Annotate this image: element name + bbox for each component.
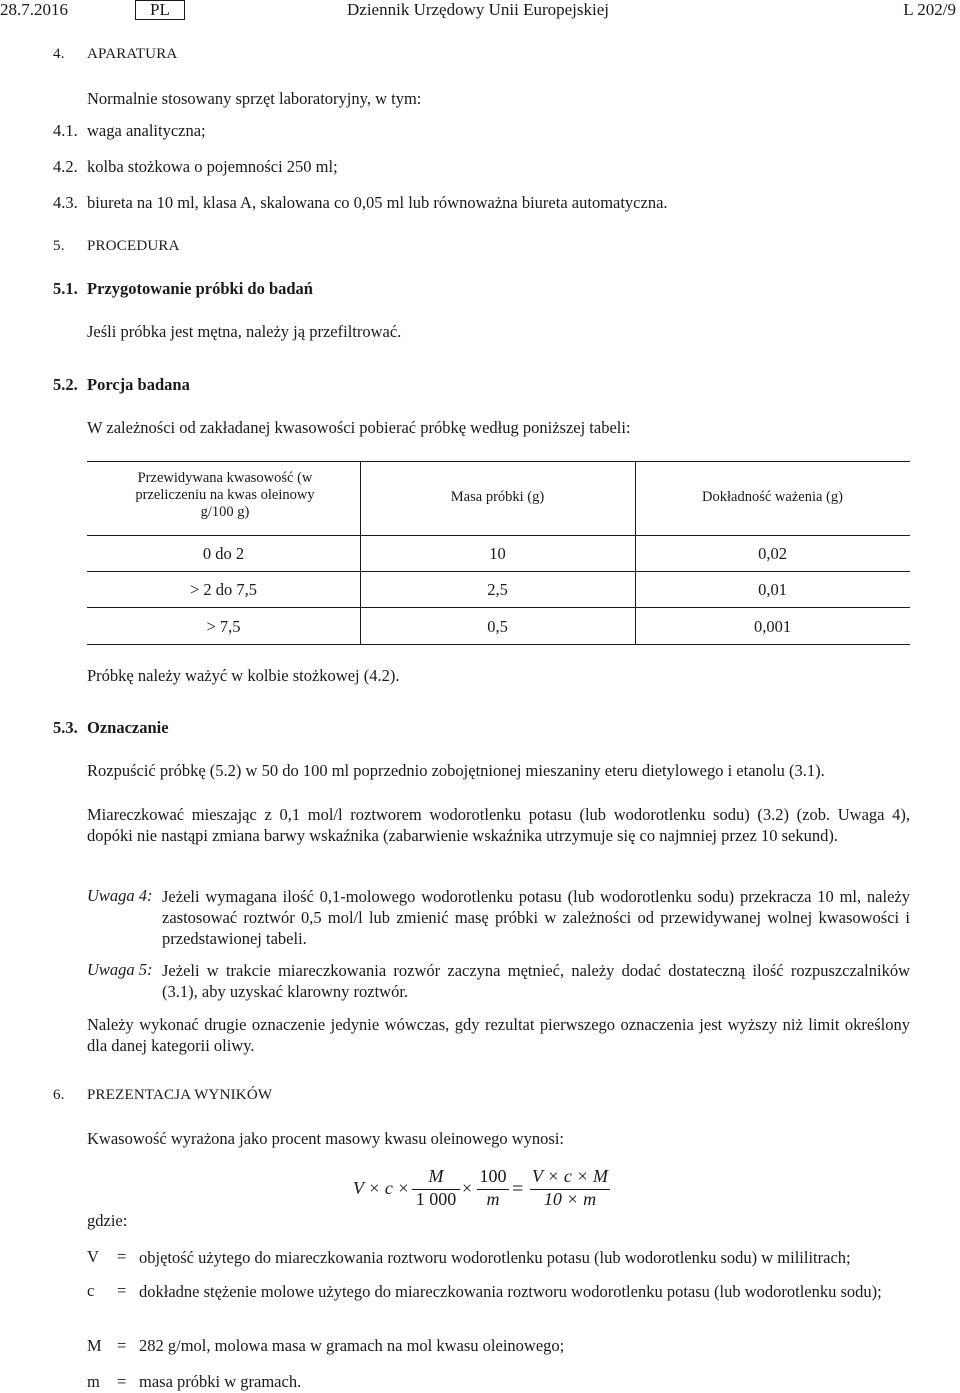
s6-title: PREZENTACJA WYNIKÓW xyxy=(87,1087,273,1103)
table-header-precision: Dokładność ważenia (g) xyxy=(702,489,843,505)
header-date: 28.7.2016 xyxy=(0,0,68,19)
def-equals: = xyxy=(117,1336,127,1355)
s53-title: Oznaczanie xyxy=(87,718,169,737)
s53-p3: Należy wykonać drugie oznaczenie jedynie wówczas, gdy rezultat pierwszego oznaczenia jest wyższy niż limit określony dla danej kategorii oliwy. xyxy=(87,1015,910,1055)
table-cell: > 2 do 7,5 xyxy=(189,580,258,599)
note4-text: Jeżeli wymagana ilość 0,1-molowego wodorotlenku potasu (lub wodorotlenku sodu) przekracza 10 ml, należy zastosować roztwór 0,5 mol/l lub zmienić masę próbki w zależności od przewidywanej wolnej kwasowości i przedstawionej tabeli. xyxy=(162,887,910,948)
header-lang-badge xyxy=(135,0,185,20)
def-text: masa próbki w gramach. xyxy=(139,1372,302,1391)
s42-text: kolba stożkowa o pojemności 250 ml; xyxy=(87,157,338,176)
formula-frac2-den: m xyxy=(486,1189,500,1209)
table-cell: 0,02 xyxy=(758,544,787,563)
s52-num: 5.2. xyxy=(53,375,78,394)
table-cell: 10 xyxy=(489,544,506,563)
table-rule-row xyxy=(87,571,910,572)
formula-lhs: V × c × xyxy=(353,1178,410,1198)
s51-text: Jeśli próbka jest mętna, należy ją przefiltrować. xyxy=(87,322,402,341)
table-rule-top xyxy=(87,461,910,462)
note4-label: Uwaga 4: xyxy=(87,886,153,905)
header-page: L 202/9 xyxy=(903,0,956,19)
note5-label: Uwaga 5: xyxy=(87,960,153,979)
s6-intro: Kwasowość wyrażona jako procent masowy kwasu oleinowego wynosi: xyxy=(87,1129,565,1148)
def-symbol: c xyxy=(87,1281,95,1300)
formula-frac3-num: V × c × M xyxy=(532,1166,608,1186)
s53-p2: Miareczkować mieszając z 0,1 mol/l roztworem wodorotlenku potasu (lub wodorotlenku sodu) (3.2) (zob. Uwaga 4), dopóki nie nastąpi zmiana barwy wskaźnika (zabarwienie wskaźnika utrzymuje się co najmniej przez 10 sekund). xyxy=(87,805,910,845)
formula-frac1-den: 1 000 xyxy=(415,1189,457,1209)
s52-text: W zależności od zakładanej kwasowości pobierać próbkę według poniższej tabeli: xyxy=(87,418,631,437)
def-text: dokładne stężenie molowe użytego do miareczkowania roztworu wodorotlenku potasu (lub wodorotlenku sodu); xyxy=(139,1282,882,1301)
note5-text: Jeżeli w trakcie miareczkowania rozwór zaczyna mętnieć, należy dodać dostateczną ilość rozpuszczalników (3.1), aby uzyskać klarowny roztwór. xyxy=(162,961,910,1001)
table-rule-header xyxy=(87,535,910,536)
s52-title: Porcja badana xyxy=(87,375,190,394)
s43-num: 4.3. xyxy=(53,193,78,212)
s41-num: 4.1. xyxy=(53,121,78,140)
s53-p1: Rozpuścić próbkę (5.2) w 50 do 100 ml poprzednio zobojętnionej mieszaniny eteru dietylowego i etanolu (3.1). xyxy=(87,761,825,780)
def-symbol: V xyxy=(87,1247,99,1266)
s51-num: 5.1. xyxy=(53,279,78,298)
s4-num: 4. xyxy=(53,46,65,62)
table-rule-bottom xyxy=(87,644,910,645)
def-equals: = xyxy=(117,1247,127,1266)
def-text: 282 g/mol, molowa masa w gramach na mol kwasu oleinowego; xyxy=(139,1336,565,1355)
table-header-mass: Masa próbki (g) xyxy=(450,489,545,505)
formula-frac2-num: 100 xyxy=(479,1166,507,1186)
s43-text: biureta na 10 ml, klasa A, skalowana co 0,05 ml lub równoważna biureta automatyczna. xyxy=(87,193,668,212)
formula-frac1-num: M xyxy=(428,1166,444,1186)
def-symbol: m xyxy=(87,1372,100,1391)
table-cell: 0 do 2 xyxy=(202,544,245,563)
s51-title: Przygotowanie próbki do badań xyxy=(87,279,313,298)
table-header-acidity: Przewidywana kwasowość (w przeliczeniu na kwas oleinowy g/100 g) xyxy=(135,470,315,520)
def-equals: = xyxy=(117,1372,127,1391)
table-cell: 0,5 xyxy=(487,617,508,636)
s41-text: waga analityczna; xyxy=(87,121,206,140)
formula-times: × xyxy=(462,1178,473,1198)
s53-num: 5.3. xyxy=(53,718,78,737)
formula-frac3-den: 10 × m xyxy=(543,1189,597,1209)
formula-equals: = xyxy=(512,1178,524,1200)
table-cell: 0,001 xyxy=(753,617,792,636)
table-rule-row xyxy=(87,607,910,608)
table-cell: 0,01 xyxy=(758,580,787,599)
s5-num: 5. xyxy=(53,238,65,254)
def-text: objętość użytego do miareczkowania roztworu wodorotlenku potasu (lub wodorotlenku sodu) w mililitrach; xyxy=(139,1248,851,1267)
def-symbol: M xyxy=(87,1336,102,1355)
s42-num: 4.2. xyxy=(53,157,78,176)
s6-num: 6. xyxy=(53,1087,65,1103)
where-label: gdzie: xyxy=(87,1211,128,1230)
s5-title: PROCEDURA xyxy=(87,238,180,254)
def-equals: = xyxy=(117,1281,127,1300)
s4-title: APARATURA xyxy=(87,46,178,62)
header-journal: Dziennik Urzędowy Unii Europejskiej xyxy=(347,0,610,19)
lang-code: PL xyxy=(135,0,185,20)
table-cell: > 7,5 xyxy=(206,617,241,636)
s4-intro: Normalnie stosowany sprzęt laboratoryjny, w tym: xyxy=(87,89,422,108)
table-cell: 2,5 xyxy=(487,580,508,599)
s52-after: Próbkę należy ważyć w kolbie stożkowej (4.2). xyxy=(87,666,400,685)
